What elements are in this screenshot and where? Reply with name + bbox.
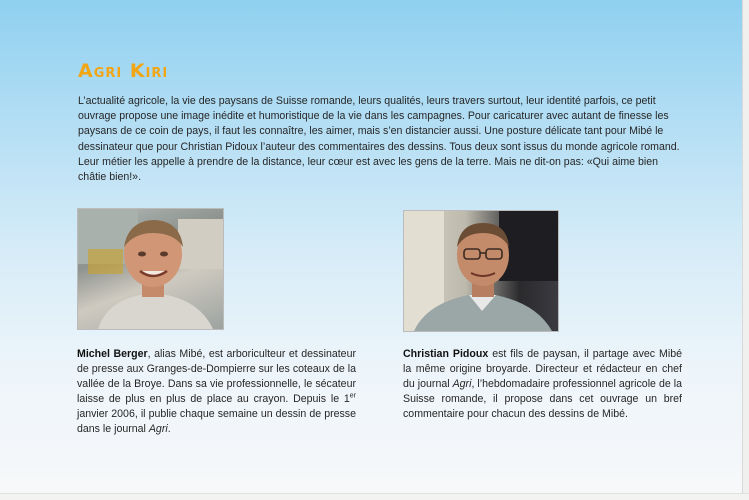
portrait-michel-berger bbox=[77, 208, 224, 330]
bio-name: Michel Berger bbox=[77, 348, 148, 360]
journal-title: Agri bbox=[148, 423, 168, 436]
page-edge-right bbox=[742, 0, 749, 500]
bio-name: Christian Pidoux bbox=[403, 348, 489, 360]
page-edge-bottom bbox=[0, 493, 749, 500]
intro-paragraph: L’actualité agricole, la vie des paysans de Suisse romande, leurs qualités, leurs travers surtout, leur identité parfois, ce petit ouvrage propose une image inédite et humoristique de la vie dans les campagnes. Pour caricaturer avec autant de finesse les paysans de ce coin de pays, il faut les connaître, les aimer, mais s’en distancier aussi. Une posture délicate tant pour Mibé le dessinateur que pour Christian Pidoux l’auteur des commentaires des dessins. Tous deux sont issus du monde agricole romand. Leur métier les appelle à prendre de la distance, leur cœur est avec les gens de la terre. Mais ne dit-on pas: «Qui aime bien châtie bien!». bbox=[78, 95, 680, 184]
bio-michel-berger: Michel Berger, alias Mibé, est arboriculteur et dessinateur de presse aux Granges-de-Dompierre sur les coteaux de la vallée de la Broye. Dans sa vie professionnelle, le sécateur laisse de plus en plus de place au crayon. Depuis le 1er janvier 2006, il publie chaque semaine un dessin de presse dans le journal Agri. bbox=[77, 348, 356, 436]
journal-title: Agri bbox=[452, 378, 472, 391]
bio-christian-pidoux: Christian Pidoux est fils de paysan, il partage avec Mibé la même origine broyarde. Directeur et rédacteur en chef du journal Agri, l’hebdomadaire professionnel agricole de la Suisse romande, il propose dans cet ouvrage un bref commentaire pour chacun des dessins de Mibé. bbox=[403, 348, 682, 421]
page-title: Agri Kiri bbox=[78, 60, 169, 82]
portrait-christian-pidoux bbox=[403, 210, 559, 332]
